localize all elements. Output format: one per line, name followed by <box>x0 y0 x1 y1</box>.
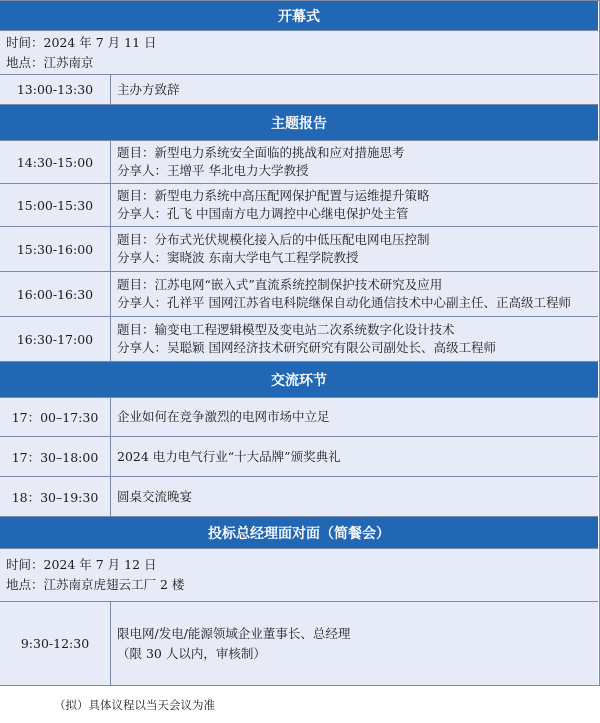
agenda-time: 18：30–19:30 <box>0 477 111 516</box>
agenda-time: 15:00-15:30 <box>0 184 111 226</box>
agenda-time: 13:00-13:30 <box>0 75 111 104</box>
agenda-text: 2024 电力电气行业“十大品牌”颁奖典礼 <box>117 448 341 464</box>
agenda-text-note: （限 30 人以内，审核制） <box>117 645 266 661</box>
agenda-row <box>0 184 598 227</box>
talk-topic: 题目：江苏电网“嵌入式”直流系统控制保护技术研究及应用 <box>117 277 443 292</box>
footnote: （拟）具体议程以当天会议为准 <box>54 698 215 712</box>
agenda-row <box>0 75 598 105</box>
talk-topic: 题目：分布式光伏规模化接入后的中低压配电网电压控制 <box>117 232 430 247</box>
section-header-keynote <box>0 105 598 141</box>
section-header-opening <box>0 1 598 31</box>
section-title: 开幕式 <box>278 8 320 25</box>
agenda-time: 14:30-15:00 <box>0 141 111 183</box>
section-title: 投标总经理面对面（简餐会） <box>208 525 390 542</box>
talk-speaker: 分享人：王增平 华北电力大学教授 <box>117 163 309 178</box>
agenda-text: 限电网/发电/能源领域企业董事长、总经理 <box>117 625 351 641</box>
opening-place: 地点：江苏南京 <box>6 54 94 70</box>
agenda-row <box>0 141 598 184</box>
section-title: 主题报告 <box>271 115 327 132</box>
agenda-time: 16:00-16:30 <box>0 272 111 316</box>
agenda-time: 17：30–18:00 <box>0 437 111 476</box>
agenda-time: 17：00–17:30 <box>0 398 111 436</box>
section-title: 交流环节 <box>271 372 327 389</box>
agenda-time: 9:30-12:30 <box>0 602 111 685</box>
talk-speaker: 分享人：吴聪颖 国网经济技术研究研究有限公司副处长、高级工程师 <box>117 340 496 355</box>
agenda-row <box>0 602 598 685</box>
agenda-text: 企业如何在竞争激烈的电网市场中立足 <box>117 409 330 424</box>
section-header-exchange <box>0 362 598 398</box>
talk-speaker: 分享人：孔飞 中国南方电力调控中心继电保护处主管 <box>117 206 409 221</box>
agenda-row <box>0 317 598 362</box>
bidding-info <box>0 549 598 602</box>
agenda-row <box>0 477 598 517</box>
section-header-bidding <box>0 517 598 549</box>
agenda-row <box>0 437 598 477</box>
bidding-time: 时间：2024 年 7 月 12 日 <box>6 557 157 572</box>
talk-topic: 题目：新型电力系统安全面临的挑战和应对措施思考 <box>117 145 405 160</box>
opening-info <box>0 31 598 75</box>
agenda-text: 圆桌交流晚宴 <box>117 488 193 504</box>
agenda-row <box>0 227 598 272</box>
talk-topic: 题目：输变电工程逻辑模型及变电站二次系统数字化设计技术 <box>117 322 455 337</box>
agenda-row <box>0 398 598 437</box>
talk-speaker: 分享人：孔祥平 国网江苏省电科院继保自动化通信技术中心副主任、正高级工程师 <box>117 295 571 310</box>
talk-topic: 题目：新型电力系统中高压配网保护配置与运维提升策略 <box>117 188 430 203</box>
talk-speaker: 分享人：窦晓波 东南大学电气工程学院教授 <box>117 250 359 265</box>
opening-time: 时间：2024 年 7 月 11 日 <box>6 34 157 50</box>
agenda-text: 主办方致辞 <box>117 81 180 97</box>
bidding-place: 地点：江苏南京虎翅云工厂 2 楼 <box>6 577 185 592</box>
agenda-time: 15:30-16:00 <box>0 227 111 271</box>
agenda-time: 16:30-17:00 <box>0 317 111 361</box>
agenda-row <box>0 272 598 317</box>
